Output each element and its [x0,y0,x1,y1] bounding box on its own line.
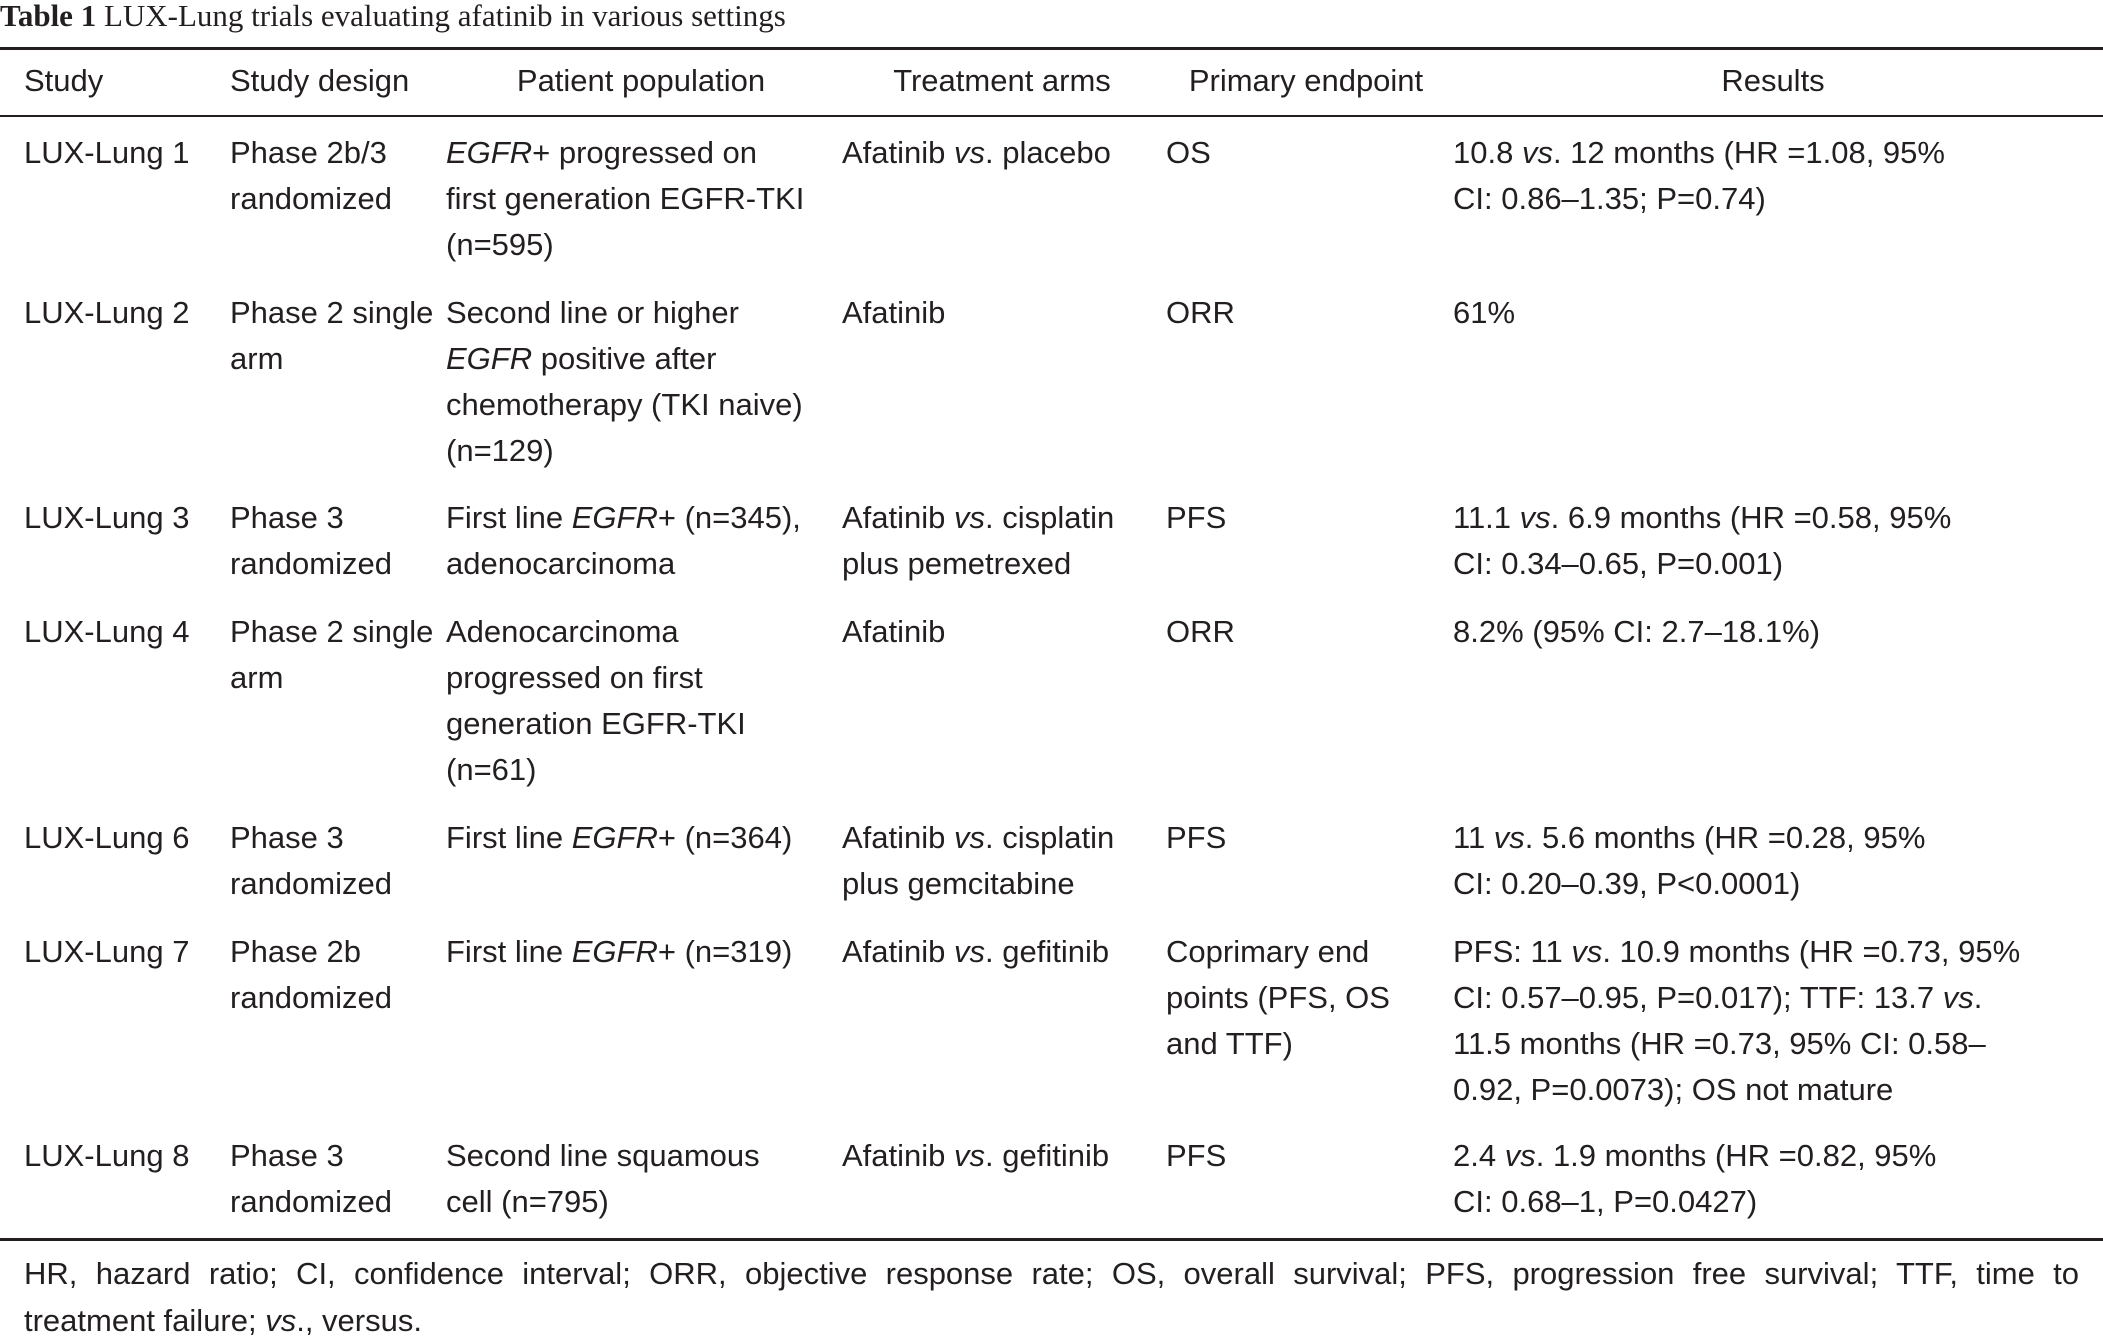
cell-primary-endpoint [1166,929,1446,1067]
cell-line: ORR [1166,295,1235,330]
cell-study [24,495,224,541]
cell-line: arm [230,660,284,695]
cell-text: CI: 0.57–0.95, P=0.017); TTF: 13.7 [1453,980,1943,1015]
cell-text: + (n=345), [657,500,801,535]
cell-text: (n=595) [446,227,554,262]
cell-line: randomized [230,980,392,1015]
cell-line [1453,975,2093,1021]
cell-text: cell (n=795) [446,1184,609,1219]
cell-line [446,655,836,701]
cell-line [842,815,1162,861]
cell-line: Phase 2b/3 [230,135,387,170]
cell-line: Phase 2 single [230,614,434,649]
cell-text: Second line or higher [446,295,739,330]
cell-results [1453,609,2093,655]
cell-emphasis: vs [1519,500,1551,535]
cell-patient-population [446,609,836,793]
cell-text: . 10.9 months (HR =0.73, 95% [1602,934,2021,969]
cell-text: . 5.6 months (HR =0.28, 95% [1524,820,1926,855]
cell-emphasis: vs [954,820,986,855]
cell-study-design [230,609,445,701]
footnote-line-1: HR, hazard ratio; CI, confidence interval; ORR, objective response rate; OS, overall survival; PFS, progression free survival; TTF, time to [24,1256,2079,1291]
cell-results [1453,929,2093,1113]
cell-text: CI: 0.86–1.35; P=0.74) [1453,181,1766,216]
cell-text: . gefitinib [985,1138,1110,1173]
cell-text: Second line squamous [446,1138,760,1173]
cell-line [1453,861,2093,907]
cell-text: Adenocarcinoma [446,614,679,649]
footnote-emphasis: vs [265,1303,297,1338]
cell-line [1453,290,2093,336]
cell-text: 10.8 [1453,135,1522,170]
cell-line [446,1179,836,1225]
cell-text: . gefitinib [985,934,1110,969]
cell-text: . cisplatin [985,820,1115,855]
cell-text: plus gemcitabine [842,866,1075,901]
cell-primary-endpoint [1166,609,1446,655]
header-study: Study [24,63,104,98]
cell-results [1453,815,2093,907]
cell-line: ORR [1166,614,1235,649]
cell-emphasis: EGFR [446,135,533,170]
cell-line [446,428,836,474]
cell-line [1453,929,2093,975]
header-primary-endpoint: Primary endpoint [1188,63,1424,98]
cell-text: 2.4 [1453,1138,1505,1173]
cell-text: first generation EGFR-TKI [446,181,805,216]
cell-line [1453,176,2093,222]
cell-text: CI: 0.68–1, P=0.0427) [1453,1184,1758,1219]
header-patient-population: Patient population [516,63,766,98]
cell-line: points (PFS, OS [1166,980,1390,1015]
cell-line [842,130,1162,176]
cell-emphasis: vs [1571,934,1603,969]
cell-line [842,290,1162,336]
cell-text: 11 [1453,820,1494,855]
cell-emphasis: vs [1493,820,1525,855]
cell-line [446,495,836,541]
cell-study-design [230,929,445,1021]
cell-study [24,1133,224,1179]
cell-results [1453,1133,2093,1225]
cell-patient-population [446,1133,836,1225]
bottom-rule [0,1238,2103,1241]
cell-text: + progressed on [532,135,758,170]
cell-text: + (n=319) [657,934,793,969]
cell-text: 11.1 [1453,500,1520,535]
cell-study [24,609,224,655]
cell-treatment-arms [842,1133,1162,1179]
cell-text: CI: 0.34–0.65, P=0.001) [1453,546,1784,581]
cell-text: First line [446,500,572,535]
cell-text: (n=61) [446,752,537,787]
cell-line [1453,1179,2093,1225]
table-footnote [24,1250,2079,1344]
cell-line: randomized [230,181,392,216]
header-results: Results [1721,63,1825,98]
cell-text: Afatinib [842,934,955,969]
cell-line [446,222,836,268]
cell-line: PFS [1166,500,1227,535]
cell-study-design [230,1133,445,1225]
cell-text: Afatinib [842,135,955,170]
cell-emphasis: vs [954,500,986,535]
cell-line: PFS [1166,820,1227,855]
cell-text: . 12 months (HR =1.08, 95% [1552,135,1945,170]
cell-patient-population [446,815,836,861]
header-study-design: Study design [230,63,410,98]
cell-line [842,609,1162,655]
cell-emphasis: vs [1504,1138,1536,1173]
cell-treatment-arms [842,609,1162,655]
cell-study-design [230,130,445,222]
cell-text: Afatinib [842,295,946,330]
header-treatment-arms: Treatment arms [893,63,1111,98]
cell-line [1453,1067,2093,1113]
cell-line [446,609,836,655]
cell-line [842,1133,1162,1179]
cell-patient-population [446,290,836,474]
cell-line: Phase 2 single [230,295,434,330]
cell-primary-endpoint [1166,130,1446,176]
cell-line: LUX-Lung 4 [24,614,190,649]
cell-text: 8.2% (95% CI: 2.7–18.1%) [1453,614,1821,649]
cell-primary-endpoint [1166,290,1446,336]
cell-line [1453,541,2093,587]
cell-text: . [1973,980,1983,1015]
cell-emphasis: EGFR [571,934,658,969]
cell-line [842,541,1162,587]
cell-line [842,495,1162,541]
cell-text: Afatinib [842,500,955,535]
cell-line: OS [1166,135,1211,170]
cell-line: LUX-Lung 3 [24,500,190,535]
cell-treatment-arms [842,290,1162,336]
cell-text: Afatinib [842,614,946,649]
cell-line [446,130,836,176]
cell-line: Phase 3 [230,820,344,855]
cell-line: randomized [230,546,392,581]
cell-text: First line [446,820,572,855]
top-rule [0,47,2103,50]
cell-line [446,336,836,382]
cell-text: . 1.9 months (HR =0.82, 95% [1535,1138,1937,1173]
cell-line [1453,130,2093,176]
header-rule [0,115,2103,117]
cell-text: PFS: 11 [1453,934,1572,969]
cell-study [24,130,224,176]
cell-line: randomized [230,866,392,901]
cell-line [1453,1133,2093,1179]
cell-line: randomized [230,1184,392,1219]
cell-text: 11.5 months (HR =0.73, 95% CI: 0.58– [1453,1026,1986,1061]
cell-line [446,541,836,587]
cell-text: First line [446,934,572,969]
cell-line [1453,815,2093,861]
cell-primary-endpoint [1166,815,1446,861]
footnote-text: treatment failure; [24,1303,266,1338]
cell-primary-endpoint [1166,495,1446,541]
cell-text: + (n=364) [657,820,793,855]
cell-text: positive after [532,341,717,376]
cell-emphasis: EGFR [571,820,658,855]
cell-line [446,176,836,222]
cell-line: Phase 2b [230,934,361,969]
cell-line [446,382,836,428]
cell-emphasis: vs [1521,135,1553,170]
cell-line [446,929,836,975]
cell-text: progressed on first [446,660,703,695]
cell-study [24,929,224,975]
cell-treatment-arms [842,815,1162,907]
cell-text: CI: 0.20–0.39, P<0.0001) [1453,866,1801,901]
cell-emphasis: EGFR [446,341,533,376]
cell-results [1453,495,2093,587]
cell-text: chemotherapy (TKI naive) [446,387,803,422]
cell-line [842,929,1162,975]
cell-line [446,815,836,861]
cell-emphasis: vs [954,135,986,170]
cell-study-design [230,815,445,907]
cell-treatment-arms [842,495,1162,587]
cell-line: LUX-Lung 1 [24,135,190,170]
cell-text: adenocarcinoma [446,546,676,581]
cell-results [1453,130,2093,222]
cell-emphasis: EGFR [571,500,658,535]
cell-line: Phase 3 [230,500,344,535]
cell-line [1453,609,2093,655]
cell-primary-endpoint [1166,1133,1446,1179]
cell-emphasis: vs [1942,980,1974,1015]
cell-text: . 6.9 months (HR =0.58, 95% [1550,500,1952,535]
cell-line [842,861,1162,907]
cell-text: plus pemetrexed [842,546,1072,581]
cell-emphasis: vs [954,1138,986,1173]
cell-text: 0.92, P=0.0073); OS not mature [1453,1072,1894,1107]
cell-line [1453,1021,2093,1067]
cell-line: PFS [1166,1138,1227,1173]
cell-text: . placebo [985,135,1111,170]
cell-text: Afatinib [842,820,955,855]
cell-line: arm [230,341,284,376]
cell-line [446,1133,836,1179]
cell-line: Coprimary end [1166,934,1370,969]
cell-line [446,290,836,336]
cell-study-design [230,290,445,382]
cell-line: LUX-Lung 6 [24,820,190,855]
cell-line [446,701,836,747]
cell-study-design [230,495,445,587]
table-title: LUX-Lung trials evaluating afatinib in various settings [96,0,786,33]
cell-text: Afatinib [842,1138,955,1173]
cell-text: (n=129) [446,433,554,468]
cell-text: . cisplatin [985,500,1115,535]
cell-line [446,747,836,793]
cell-text: 61% [1453,295,1516,330]
footnote-text-end: ., versus. [296,1303,422,1338]
cell-patient-population [446,929,836,975]
cell-line: LUX-Lung 7 [24,934,190,969]
cell-treatment-arms [842,929,1162,975]
cell-text: generation EGFR-TKI [446,706,746,741]
cell-line: LUX-Lung 8 [24,1138,190,1173]
table-label: Table 1 [0,0,97,33]
cell-study [24,815,224,861]
cell-patient-population [446,130,836,268]
cell-results [1453,290,2093,336]
cell-study [24,290,224,336]
cell-line: Phase 3 [230,1138,344,1173]
cell-treatment-arms [842,130,1162,176]
cell-line: and TTF) [1166,1026,1293,1061]
table-caption [0,0,786,34]
cell-emphasis: vs [954,934,986,969]
cell-line [1453,495,2093,541]
cell-patient-population [446,495,836,587]
cell-line: LUX-Lung 2 [24,295,190,330]
